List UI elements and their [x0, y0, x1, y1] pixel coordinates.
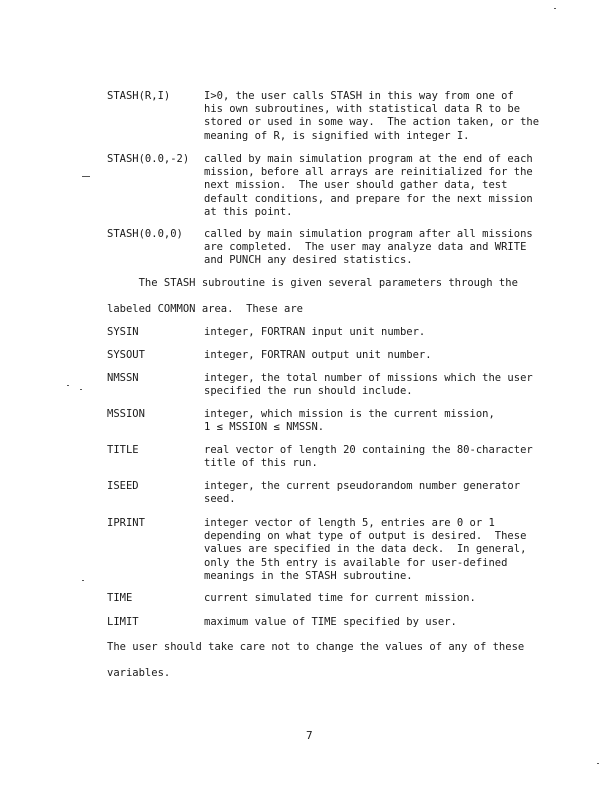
entry-term: STASH(0.0,-2): [107, 153, 190, 165]
entry-term: STASH(0.0,0): [107, 228, 183, 240]
entry-def-line: and PUNCH any desired statistics.: [204, 254, 413, 267]
param-term: SYSIN: [107, 326, 139, 338]
scan-speck: [554, 8, 556, 9]
paragraph-line: labeled COMMON area. These are: [107, 303, 303, 315]
paragraph-line: The STASH subroutine is given several parameters through the: [107, 277, 518, 289]
param-def-line: specified the run should include.: [204, 385, 413, 398]
param-def-line: seed.: [204, 493, 236, 506]
scan-speck: [67, 385, 69, 386]
param-def-line: 1 ≤ MSSION ≤ NMSSN.: [204, 421, 325, 434]
param-def-line: title of this run.: [204, 457, 318, 470]
param-def-line: values are specified in the data deck. In general,: [204, 543, 527, 556]
param-term: MSSION: [107, 408, 145, 420]
entry-def-line: default conditions, and prepare for the next mission: [204, 192, 533, 205]
entry-def-line: called by main simulation program at the end of each: [204, 153, 533, 165]
entry-def-line: at this point.: [204, 205, 293, 218]
param-term: SYSOUT: [107, 349, 145, 361]
scan-speck: [82, 176, 90, 177]
scan-speck: [82, 580, 84, 581]
entry-def-line: next mission. The user should gather data, test: [204, 179, 508, 192]
param-def-line: integer, FORTRAN input unit number.: [204, 326, 426, 338]
entry-def-line: called by main simulation program after all missions: [204, 228, 533, 240]
scan-speck: [597, 763, 599, 764]
param-def-line: integer, which mission is the current mission,: [204, 408, 495, 420]
param-term: TITLE: [107, 444, 139, 456]
entry-def-line: I>0, the user calls STASH in this way from one of: [204, 90, 514, 102]
entry-def-line: mission, before all arrays are reinitialized for the: [204, 166, 533, 179]
param-def-line: depending on what type of output is desired. These: [204, 530, 527, 543]
param-def-line: meanings in the STASH subroutine.: [204, 569, 413, 582]
param-def-line: only the 5th entry is available for user-defined: [204, 556, 508, 569]
param-def-line: current simulated time for current mission.: [204, 592, 476, 604]
paragraph-line: The user should take care not to change the values of any of these: [107, 641, 525, 653]
entry-term: STASH(R,I): [107, 90, 171, 102]
param-def-line: real vector of length 20 containing the 80-character: [204, 444, 533, 456]
param-def-line: maximum value of TIME specified by user.: [204, 616, 457, 628]
param-def-line: integer, the total number of missions which the user: [204, 372, 533, 384]
entry-def-line: meaning of R, is signified with integer I.: [204, 129, 470, 142]
entry-def-line: stored or used in some way. The action taken, or the: [204, 116, 540, 129]
param-term: LIMIT: [107, 616, 139, 628]
param-term: TIME: [107, 592, 133, 604]
param-def-line: integer vector of length 5, entries are 0 or 1: [204, 517, 495, 529]
entry-def-line: are completed. The user may analyze data and WRITE: [204, 241, 527, 254]
entry-def-line: his own subroutines, with statistical data R to be: [204, 103, 521, 116]
paragraph-line: variables.: [107, 667, 171, 679]
param-def-line: integer, the current pseudorandom number generator: [204, 480, 521, 492]
param-term: IPRINT: [107, 517, 145, 529]
page-number: 7: [306, 729, 313, 742]
param-term: ISEED: [107, 480, 139, 492]
scan-speck: [80, 389, 82, 390]
param-def-line: integer, FORTRAN output unit number.: [204, 349, 432, 361]
param-term: NMSSN: [107, 372, 139, 384]
